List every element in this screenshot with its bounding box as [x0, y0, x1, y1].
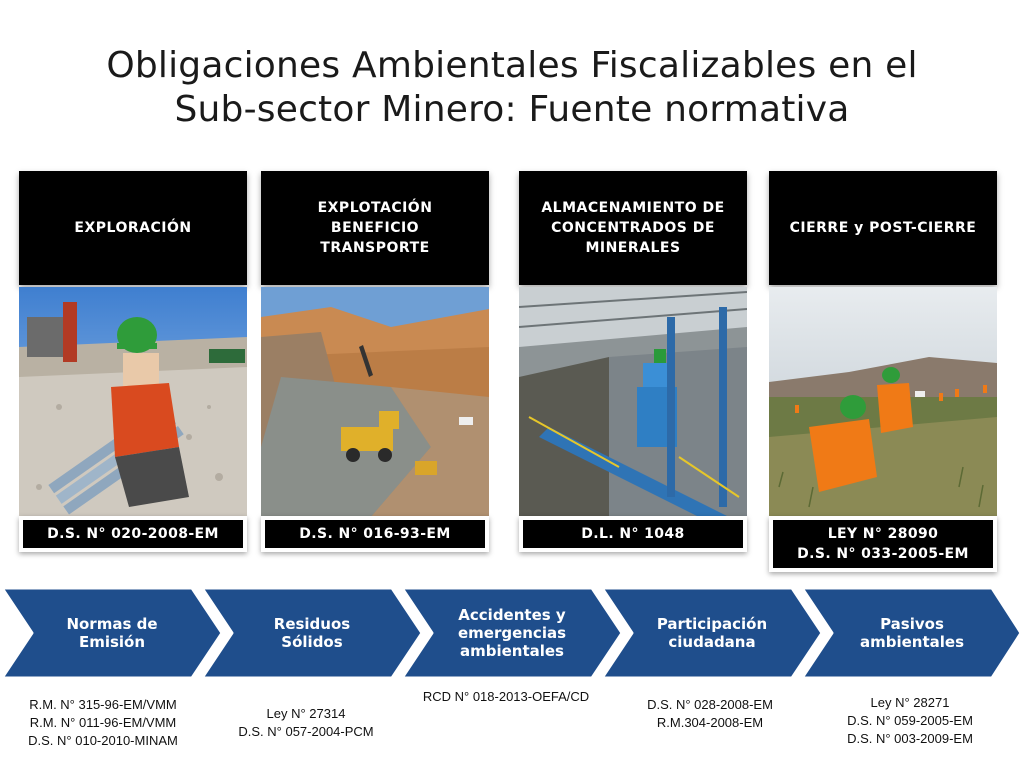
chevron-residuos-solidos [232, 586, 392, 680]
chevron-label: Pasivos ambientales [859, 615, 965, 651]
chevron-participacion [632, 586, 792, 680]
norm-badge [769, 516, 997, 572]
mine-closure-photo [769, 287, 997, 517]
topic-references [812, 694, 1008, 748]
topic-references-text: Ley N° 27314 D.S. N° 057-2004-PCM [238, 706, 374, 739]
stage-header-label: EXPLOTACIÓN BENEFICIO TRANSPORTE [317, 200, 433, 256]
chevron-label: Participación ciudadana [656, 615, 768, 651]
norm-badge-text [773, 520, 993, 568]
stage-cierre [769, 171, 997, 517]
topic-references-text: RCD N° 018-2013-OEFA/CD [422, 689, 590, 704]
chevron-label: Residuos Sólidos [273, 615, 351, 651]
open-pit-mine-photo [261, 287, 489, 517]
stage-header-label: EXPLORACIÓN [74, 220, 192, 236]
norm-badge-line-1: LEY N° 28090 [827, 526, 939, 542]
stage-header [769, 171, 997, 285]
chevron-normas-emision [32, 586, 192, 680]
topic-references-text: Ley N° 28271 D.S. N° 059-2005-EM D.S. N° 003-2009-EM [847, 695, 973, 746]
norm-badge [519, 516, 747, 552]
chevron-label: Normas de Emisión [66, 615, 158, 651]
topic-references-text: D.S. N° 028-2008-EM R.M.304-2008-EM [647, 697, 773, 730]
stage-header [19, 171, 247, 285]
chevron-pasivos [832, 586, 992, 680]
stage-almacenamiento [519, 171, 747, 517]
slide-title-line-2: Sub-sector Minero: Fuente normativa [174, 89, 850, 130]
chevron-accidentes [432, 586, 592, 680]
stage-header [261, 171, 489, 285]
stage-explotacion [261, 171, 489, 517]
stage-exploracion [19, 171, 247, 517]
norm-badge [19, 516, 247, 552]
stage-header [519, 171, 747, 285]
exploration-photo [19, 287, 247, 517]
norm-badge-line-2: D.S. N° 033-2005-EM [797, 546, 969, 562]
topic-references [612, 696, 808, 732]
norm-badge-text: D.L. N° 1048 [523, 520, 743, 548]
norm-badge [261, 516, 489, 552]
norm-badge-text: D.S. N° 016-93-EM [265, 520, 485, 548]
concentrate-storage-photo [519, 287, 747, 517]
norm-badge-text: D.S. N° 020-2008-EM [23, 520, 243, 548]
chevron-label: Accidentes y emergencias ambientales [457, 606, 567, 660]
topic-references [5, 696, 201, 750]
stage-header-label: ALMACENAMIENTO DE CONCENTRADOS DE MINERALES [541, 200, 725, 256]
slide-title [0, 44, 1024, 132]
topic-references [404, 688, 608, 706]
topic-references-text: R.M. N° 315-96-EM/VMM R.M. N° 011-96-EM/VMM D.S. N° 010-2010-MINAM [28, 697, 178, 748]
topic-references [210, 705, 402, 741]
slide-title-line-1: Obligaciones Ambientales Fiscalizables en el [106, 45, 918, 86]
stage-header-label: CIERRE y POST-CIERRE [789, 220, 977, 236]
